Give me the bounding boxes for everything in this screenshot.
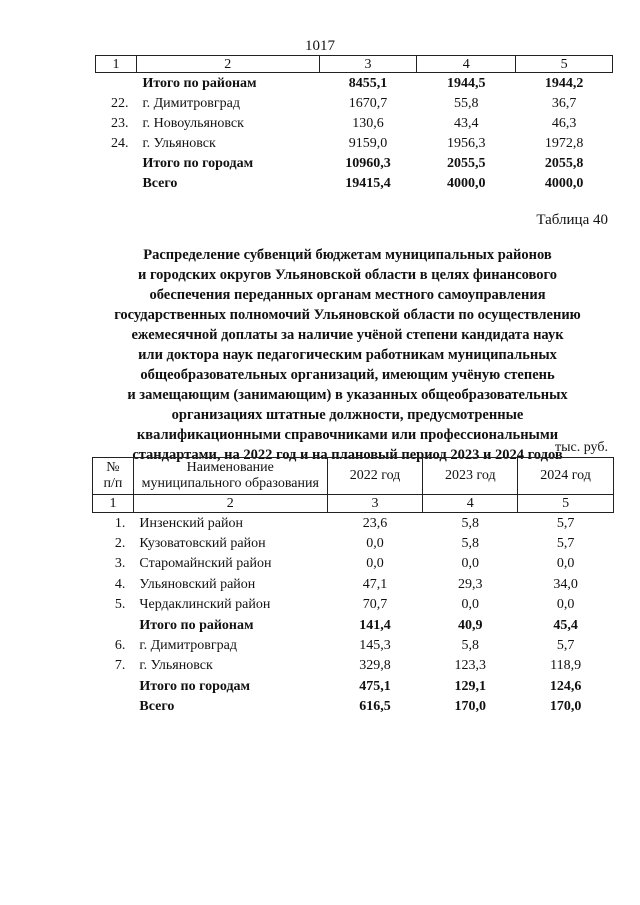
row-name: г. Димитровград (142, 95, 240, 111)
row-name: Кузоватовский район (139, 536, 266, 552)
row-value-3: 170,0 (549, 699, 582, 715)
header-name-line1: Наименование (186, 460, 274, 475)
row-index (93, 676, 134, 696)
row-value-2: 0,0 (461, 597, 480, 613)
main-table (92, 457, 614, 717)
row-value-2: 123,3 (454, 658, 487, 674)
row-value-1: 23,6 (362, 515, 388, 531)
row-value-1: 8455,1 (348, 75, 388, 91)
col-number: 2 (133, 495, 327, 513)
row-value-1: 10960,3 (345, 155, 391, 171)
table-row (93, 533, 614, 553)
title-line: стандартами, на 2022 год и на плановый период 2023 и 2024 годов (132, 447, 563, 463)
row-value-1: 475,1 (359, 678, 391, 694)
table-row (93, 697, 614, 717)
row-value-1: 141,4 (359, 617, 391, 633)
row-name: Ульяновский район (139, 576, 256, 592)
row-index (96, 173, 137, 193)
row-value-2: 129,1 (454, 678, 487, 694)
row-value-1: 0,0 (366, 536, 384, 552)
title-line: и городских округов Ульяновской области в целях финансового (137, 267, 558, 283)
row-value-3: 45,4 (553, 617, 578, 633)
row-value-3: 4000,0 (544, 175, 584, 191)
units-label: тыс. руб. (555, 440, 608, 455)
table-row (96, 113, 613, 133)
row-value-3: 5,7 (556, 536, 575, 552)
row-name: г. Ульяновск (142, 135, 216, 151)
row-value-1: 9159,0 (348, 135, 388, 151)
table-row (96, 153, 613, 173)
row-value-3: 5,7 (556, 515, 575, 531)
row-index: 24. (110, 135, 129, 151)
row-index: 1. (114, 515, 126, 531)
col-number: 4 (423, 495, 518, 513)
table-title (80, 245, 615, 465)
table-row (96, 133, 613, 153)
row-value-2: 40,9 (458, 617, 483, 633)
row-index: 23. (110, 115, 129, 131)
table-row (93, 676, 614, 696)
title-line: общеобразовательных организаций, имеющим учёную степень (140, 367, 555, 383)
row-value-2: 29,3 (458, 576, 483, 592)
row-name: Итого по городам (142, 155, 254, 171)
row-value-2: 2055,5 (447, 155, 486, 171)
row-name: Итого по районам (139, 617, 254, 633)
table-row (93, 656, 614, 676)
row-index (96, 73, 137, 94)
row-value-3: 0,0 (556, 597, 575, 613)
col-number: 5 (516, 56, 613, 73)
row-value-1: 70,7 (362, 597, 388, 613)
row-value-1: 47,1 (362, 576, 388, 592)
title-line: ежемесячной доплаты за наличие учёной степени кандидата наук (131, 327, 564, 343)
table-row (93, 635, 614, 655)
row-value-2: 4000,0 (447, 175, 486, 191)
table-row (96, 93, 613, 113)
row-value-3: 2055,8 (544, 155, 584, 171)
title-line: или доктора наук педагогическим работникам муниципальных (138, 347, 557, 363)
row-value-2: 5,8 (461, 515, 480, 531)
row-value-3: 124,6 (549, 678, 582, 694)
page-number: 1017 (305, 38, 335, 54)
row-value-1: 145,3 (359, 638, 391, 654)
row-index: 7. (114, 658, 126, 674)
row-name: г. Димитровград (139, 638, 237, 654)
row-value-2: 55,8 (454, 95, 479, 111)
title-line: государственных полномочий Ульяновской области по осуществлению (114, 307, 581, 323)
row-name: г. Новоульяновск (142, 115, 244, 131)
row-name: Итого по районам (142, 75, 257, 91)
row-value-3: 1944,2 (544, 75, 584, 91)
main-table-column-numbers (93, 495, 614, 513)
col-number: 4 (417, 56, 516, 73)
main-table-header (93, 458, 614, 495)
row-value-3: 5,7 (556, 638, 575, 654)
row-value-3: 0,0 (556, 556, 575, 572)
col-number: 3 (327, 495, 423, 513)
row-value-2: 43,4 (454, 115, 479, 131)
title-line: и замещающим (занимающим) в указанных общеобразовательных (127, 387, 568, 403)
row-value-3: 1972,8 (544, 135, 584, 151)
header-number-line1: № (106, 460, 120, 475)
row-index (96, 153, 137, 173)
header-number-line2: п/п (103, 476, 123, 491)
row-index (93, 697, 134, 717)
row-index: 6. (114, 638, 126, 654)
table-row (93, 615, 614, 635)
header-year-2024: 2024 год (518, 458, 614, 495)
table-row (93, 513, 614, 534)
row-index: 5. (114, 597, 126, 613)
col-number: 1 (96, 56, 137, 73)
col-number: 3 (319, 56, 417, 73)
row-value-1: 616,5 (359, 699, 391, 715)
row-value-1: 130,6 (352, 115, 384, 131)
row-value-1: 1670,7 (348, 95, 388, 111)
title-line: обеспечения переданных органам местного самоуправления (149, 287, 546, 303)
row-value-1: 0,0 (366, 556, 384, 572)
row-name: Всего (139, 699, 175, 715)
row-index: 4. (114, 576, 126, 592)
row-value-1: 329,8 (359, 658, 391, 674)
row-value-2: 1944,5 (447, 75, 486, 91)
title-line: организациях штатные должности, предусмотренные (171, 407, 524, 423)
row-value-2: 170,0 (454, 699, 487, 715)
row-value-2: 0,0 (461, 556, 480, 572)
row-index: 3. (114, 556, 126, 572)
row-value-3: 36,7 (551, 95, 577, 111)
header-name (133, 458, 327, 495)
header-number (93, 458, 134, 495)
table-row (96, 73, 613, 94)
row-value-3: 34,0 (553, 576, 578, 592)
table-row (93, 595, 614, 615)
table-row (96, 173, 613, 193)
row-value-1: 19415,4 (345, 175, 391, 191)
header-year-2023: 2023 год (423, 458, 518, 495)
row-value-2: 1956,3 (447, 135, 486, 151)
table-label: Таблица 40 (536, 212, 608, 228)
table-row (93, 554, 614, 574)
top-table (95, 55, 613, 193)
title-line: квалификационными справочниками или профессиональными (136, 427, 559, 443)
row-index: 2. (114, 536, 126, 552)
header-name-line2: муниципального образования (141, 476, 319, 491)
row-value-3: 118,9 (550, 658, 582, 674)
row-value-2: 5,8 (461, 638, 480, 654)
row-name: Чердаклинский район (139, 597, 271, 613)
row-name: Всего (142, 175, 178, 191)
title-line: Распределение субвенций бюджетам муниципальных районов (143, 247, 552, 263)
col-number: 1 (93, 495, 134, 513)
row-value-2: 5,8 (461, 536, 480, 552)
top-table-column-numbers (96, 56, 613, 73)
row-index: 22. (110, 95, 129, 111)
col-number: 2 (136, 56, 319, 73)
row-index (93, 615, 134, 635)
col-number: 5 (518, 495, 614, 513)
row-name: Инзенский район (139, 515, 243, 531)
row-name: Старомайнский район (139, 556, 272, 572)
row-value-3: 46,3 (551, 115, 577, 131)
table-row (93, 574, 614, 594)
row-name: г. Ульяновск (139, 658, 213, 674)
header-year-2022: 2022 год (327, 458, 423, 495)
row-name: Итого по городам (139, 678, 251, 694)
